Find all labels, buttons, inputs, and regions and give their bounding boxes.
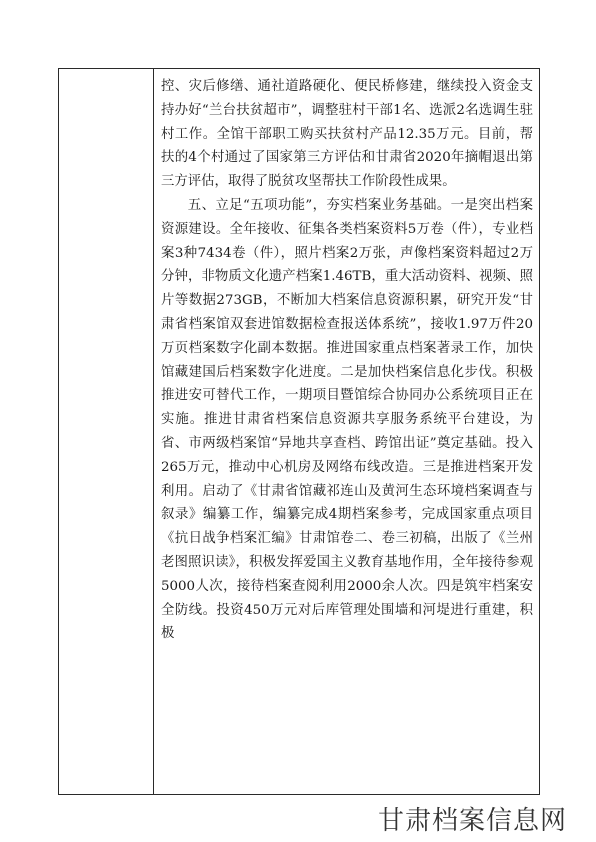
document-table-frame: [58, 68, 540, 795]
site-watermark: 甘肃档案信息网: [378, 806, 568, 836]
paragraph-five: 五、立足“五项功能”，夯实档案业务基础。一是突出档案资源建设。全年接收、征集各类档案资料5万卷（件），专业档案3种7434卷（件），照片档案2万张，声像档案资料超过2万分钟，非物质文化遗产档案1.46TB，重大活动资料、视频、照片等数据273GB，不断加大档案信息资源积累，研究开发“甘肃省档案馆双套进馆数据检查报送体系统”，接收1.97万件20万页档案数字化副本数据。推进国家重点档案著录工作，加快馆藏建国后档案数字化进度。二是加快档案信息化步伐。积极推进安可替代工作，一期项目暨馆综合协同办公系统项目正在实施。推进甘肃省档案信息资源共享服务系统平台建设，为省、市两级档案馆“异地共享查档、跨馆出证”奠定基础。投入265万元，推动中心机房及网络布线改造。三是推进档案开发利用。启动了《甘肃省馆藏祁连山及黄河生态环境档案调查与叙录》编纂工作，编纂完成4期档案参考，完成国家重点项目《抗日战争档案汇编》甘肃馆卷二、卷三初稿，出版了《兰州老图照识读》，积极发挥爱国主义教育基地作用，全年接待参观5000人次，接待档案查阅利用2000余人次。四是筑牢档案安全防线。投资450万元对后库管理处围墙和河堤进行重建，积极: [161, 197, 533, 642]
table-left-column: [59, 69, 154, 794]
paragraph-continued: 控、灾后修缮、通社道路硬化、便民桥修建，继续投入资金支持办好“兰台扶贫超市”，调整驻村干部1名、选派2名选调生驻村工作。全馆干部职工购买扶贫村产品12.35万元。目前，帮扶的4个村通过了国家第三方评估和甘肃省2020年摘帽退出第三方评估，取得了脱贫攻坚帮扶工作阶段性成果。: [161, 79, 533, 190]
document-body: [161, 75, 533, 646]
